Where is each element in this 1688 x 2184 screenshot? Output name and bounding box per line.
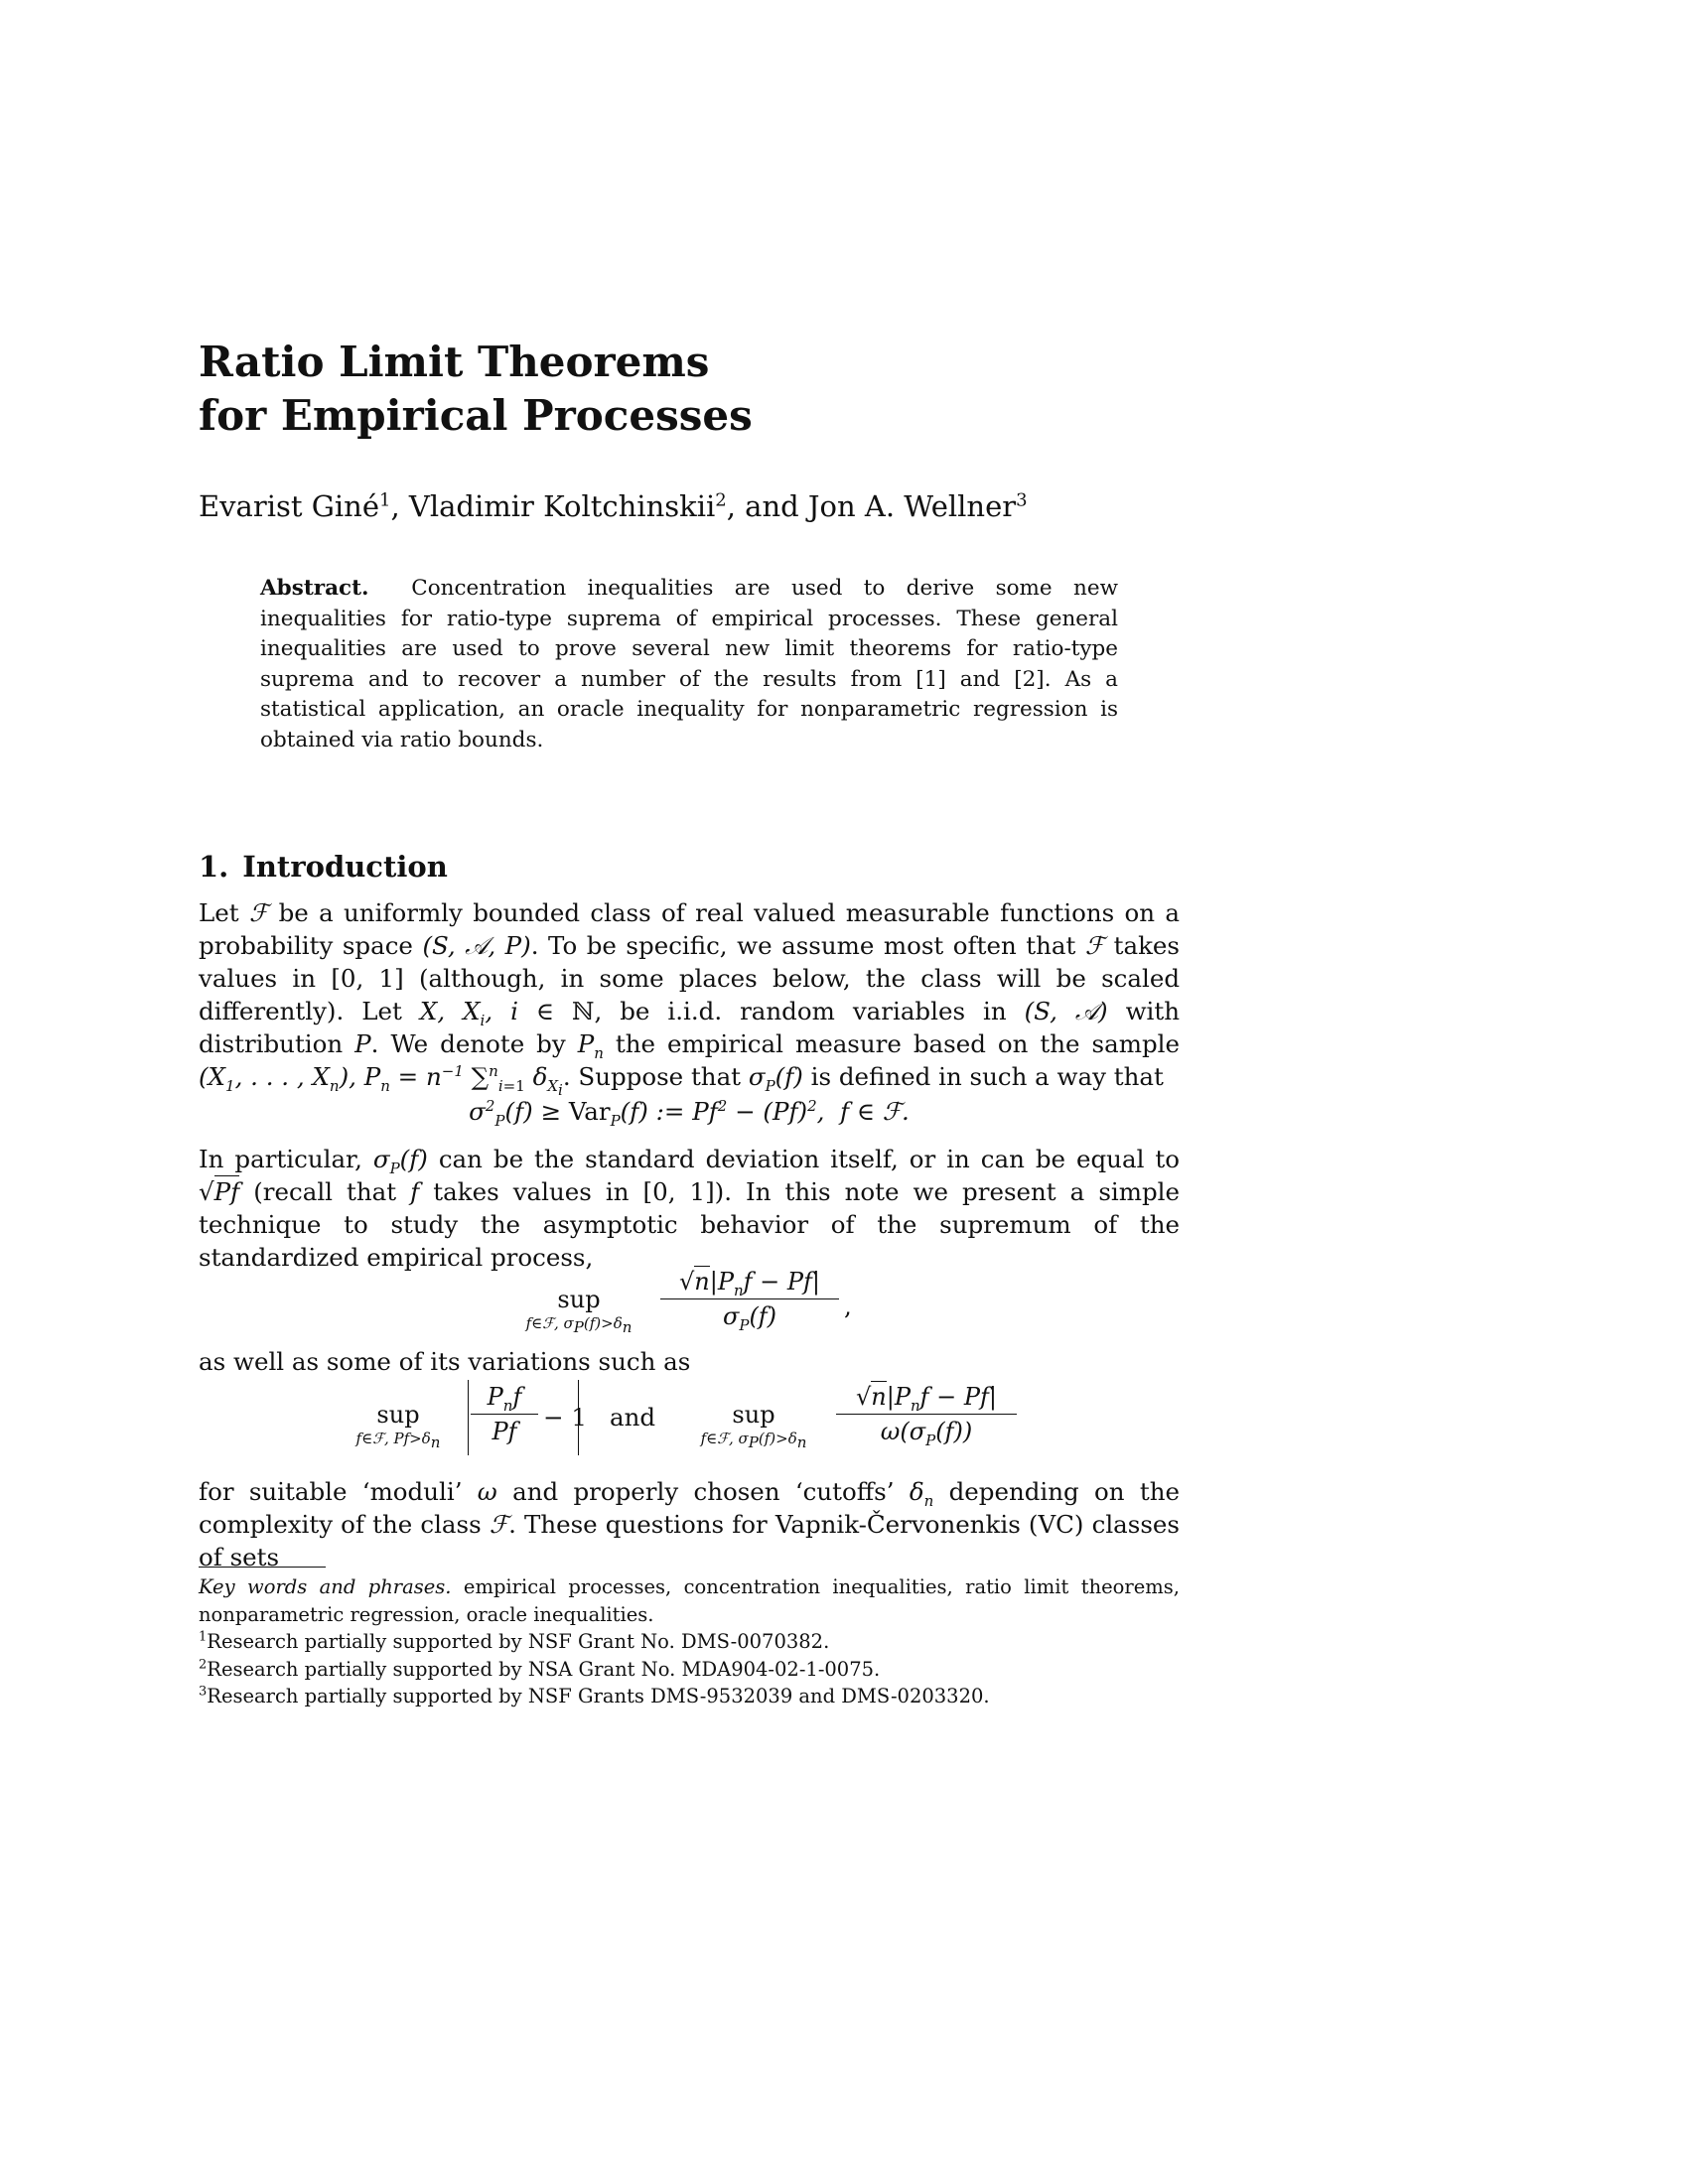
footnote: $^1$Research partially supported by NSF Grant No. DMS-0070382. [199,1629,830,1653]
footnote: $^3$Research partially supported by NSF Grants DMS-9532039 and DMS-0203320. [199,1684,990,1707]
sup-operator: sup f∈ℱ, $Pf>\delta_n$ [355,1401,441,1451]
fraction-standardized: $√n|P_nf - Pf|$ $\sigma_P(f)$ [660,1265,839,1333]
abstract-label: Abstract. [260,576,369,601]
paper-title [199,336,1192,443]
equation-variance: $\sigma^2_P(f) \ge Var_P(f)$ := $Pf^2 - (Pf)^2$, f ∈ ℱ. [469,1096,910,1130]
author-name: Vladimir Koltchinskii [408,489,716,523]
author-name: Jon A. Wellner [807,489,1017,523]
footnote-rule [199,1567,326,1568]
section-heading [199,847,1192,887]
sup-operator: sup f∈ℱ, $\sigma_P(f)>\delta_n$ [700,1401,807,1451]
section-number: 1. [199,850,229,884]
paragraph-1: Let ℱ be a uniformly bounded class of real valued measurable functions on a probability space (S, 𝒜, P). To be specific, we assume most often that ℱ takes values in [0, 1] (although, in some places below, the class will be scaled differently). Let X, $X_i$, i ∈ ℕ, be i.i.d. random variables in (S, 𝒜) with distribution P. We denote by $P_n$ the empirical measure based on the sample ($X_1$, . . . , $X_n$), $P_n = n^{-1}$ ∑$^n_{i=1}$ $\delta_{X_i}$. Suppose that $\sigma_P(f)$ is defined in such a way that [199,898,1181,1099]
footnote: $^2$Research partially supported by NSA Grant No. MDA904-02-1-0075. [199,1657,881,1681]
author-mark: 3 [1016,489,1028,511]
title-line-2: for Empirical Processes [199,391,753,440]
paragraph-2: In particular, $\sigma_P(f)$ can be the standard deviation itself, or in can be equal to √Pf (recall that f takes values in [0, 1]). In this note we present a simple technique to study the asymptotic behavior of the supremum of the standardized empirical process, [199,1145,1180,1272]
author-mark: 2 [715,489,727,511]
abstract-text: Concentration inequalities are used to derive some new inequalities for ratio-type suprema of empirical processes. These general inequalities are used to prove several new limit theorems for ratio-type suprema and to recover a number of the results from [1] and [2]. As a statistical application, an oracle inequality for nonparametric regression is obtained via ratio bounds. [260,576,1118,752]
footnotes [199,1573,1180,1710]
paragraph-4: for suitable ‘moduli’ ω and properly chosen ‘cutoffs’ $\delta_n$ depending on the complexity of the class ℱ. These questions for Vapnik-Červonenkis (VC) classes of sets [199,1477,1180,1571]
paper-page: Ratio Limit Theorems for Empirical Processes Evarist Giné$^1$, Vladimir Koltchinskii$^2$, and Jon A. Wellner$^3$ Abstract. Concentration inequalities are used to derive some new inequalities for ratio-type suprema of empirical processes. These general inequalities are used to prove several new limit theorems for ratio-type suprema and to recover a number of the results from [1] and [2]. As a statistical application, an oracle inequality for nonparametric regression is obtained via ratio bounds. 1. Introduction Let ℱ be a uniformly bounded class of real valued measurable functions on a probability space (S, 𝒜, P). To be specific, we assume most often that ℱ takes values in [0, 1] (although, in some places below, the class will be scaled differently). Let X, $X_i$, i ∈ ℕ, be i.i.d. random variables in (S, 𝒜) with distribution P. We denote by $P_n$ the empirical measure based on the sample ($X_1$, . . . , $X_n$), $P_n = n^{-1}$ ∑$^n_{i=1}$ $\delta_{X_i}$. Suppose that $\sigma_P(f)$ is defined in such a way that $\sigma^2_P(f) \ge Var_P(f)$ := $Pf^2 - (Pf)^2$, f ∈ ℱ. In particular, $\sigma_P(f)$ can be the standard deviation itself, or in can be equal to √Pf (recall that f takes values in [0, 1]). In this note we present a simple technique to study the asymptotic behavior of the supremum of the standardized empirical process, sup f∈ℱ, $\sigma_P(f)>\delta_n$ $√n|P_nf - Pf|$ $\sigma_P(f)$ , as well as some of its variations such as sup f∈ℱ, $Pf>\delta_n$ $P_nf$ Pf − 1 and sup f∈ℱ, $\sigma_P(f)>\delta_n$ $√n|P_nf - Pf|$ $\omega(\sigma_P(f))$ for suitable ‘moduli’ ω and properly chosen ‘cutoffs’ $\delta_n$ depending on the complexity of the class ℱ. These questions for Vapnik-Červonenkis (VC) classes of sets Key words and phrases. empirical processes, concentration inequalities, ratio limit theorems, nonparametric regression, oracle inequalities. $^1$Research partially supported by NSF Grant No. DMS-0070382. $^2$Research partially supported by NSA Grant No. MDA904-02-1-0075. $^3$Research partially supported by NSF Grants DMS-9532039 and DMS-0203320. [0,0,1688,2184]
keywords-label: Key words and phrases. [199,1575,452,1598]
abstract [260,574,1118,755]
keywords-text: empirical processes, concentration inequalities, ratio limit theorems, nonparametric regression, oracle inequalities. [199,1575,1180,1626]
keywords [199,1573,1180,1628]
fraction-ratio: $P_nf$ Pf [471,1380,538,1448]
section-title: Introduction [242,850,448,884]
fraction-modulus: $√n|P_nf - Pf|$ $\omega(\sigma_P(f))$ [836,1380,1017,1448]
author-name: Evarist Giné [199,489,380,523]
sup-operator: sup f∈ℱ, $\sigma_P(f)>\delta_n$ [525,1286,633,1336]
author-mark: 1 [379,489,391,511]
author-list: Evarist Giné$^1$, Vladimir Koltchinskii$^2$, and Jon A. Wellner$^3$ [199,489,1028,523]
title-line-1: Ratio Limit Theorems [199,338,710,386]
paragraph-3: as well as some of its variations such as [199,1347,691,1376]
